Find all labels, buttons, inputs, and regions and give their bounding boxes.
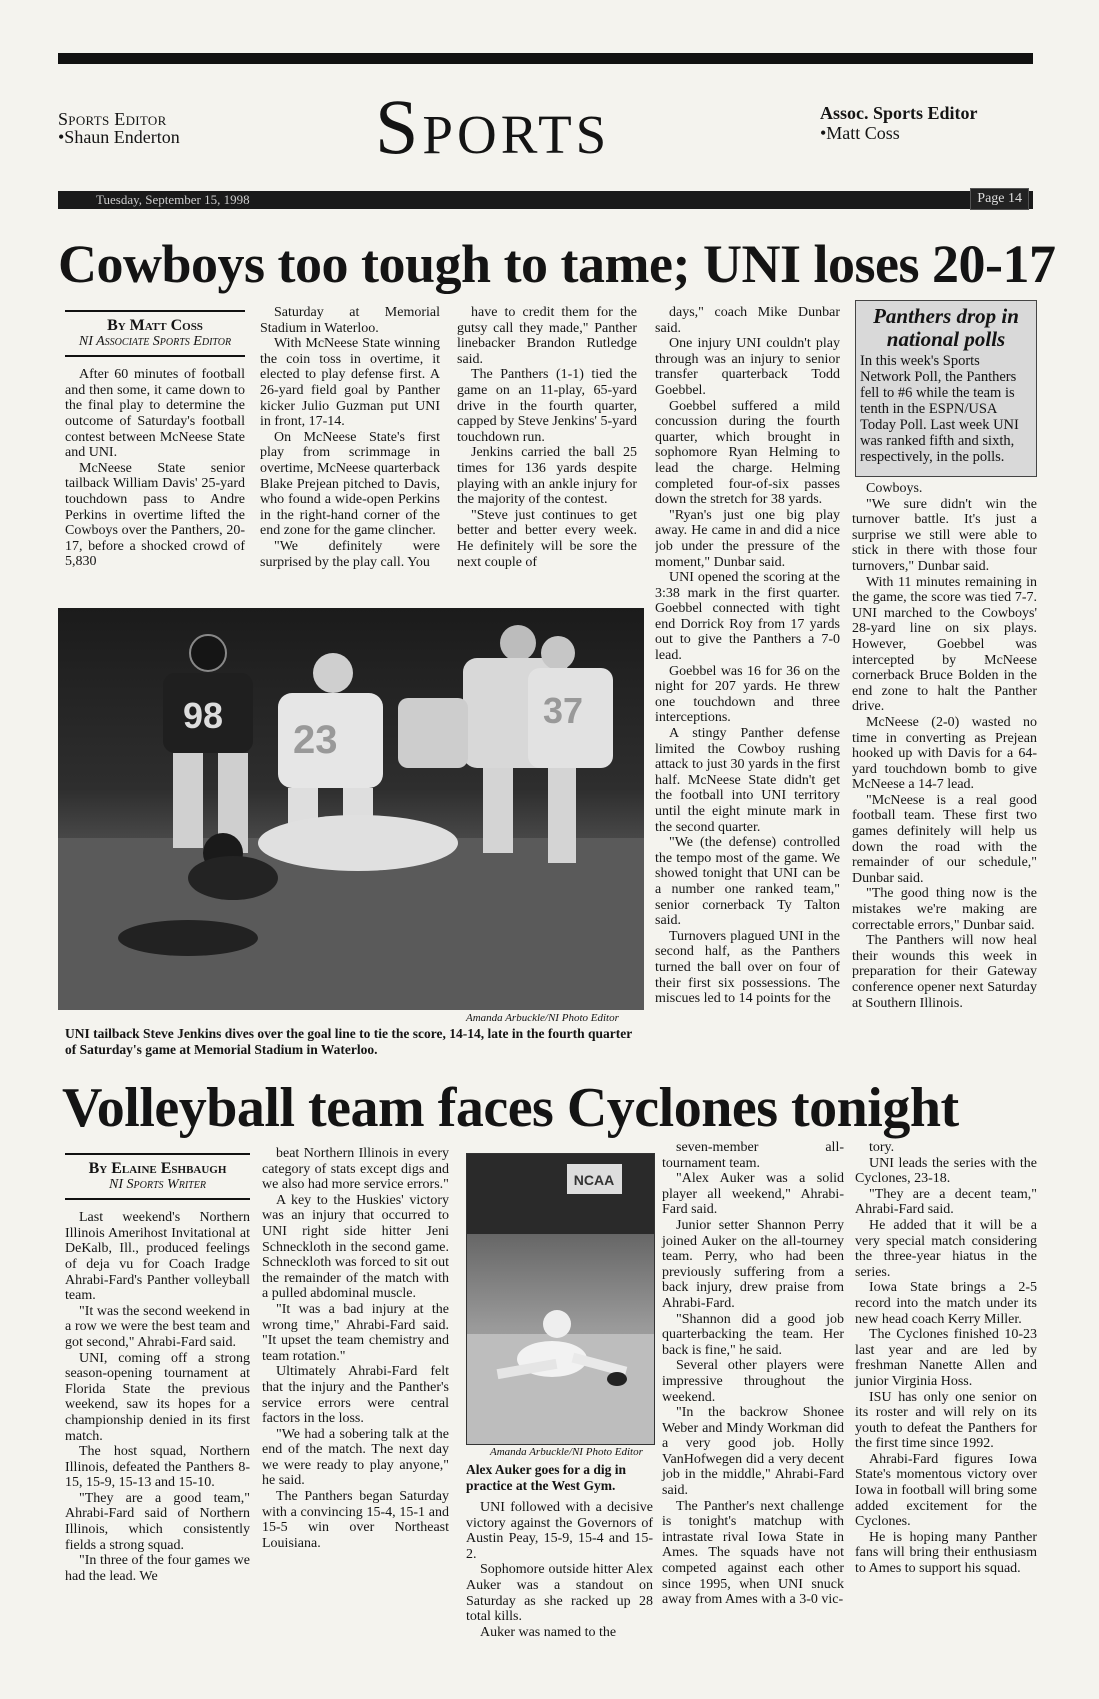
paragraph: The Panthers (1-1) tied the game on an 11-play, 65-yard drive in the fourth quarter, capped by Steve Jenkins' 5-yard touchdown run. — [457, 367, 637, 445]
football-photo-caption: UNI tailback Steve Jenkins dives over the goal line to tie the score, 14-14, late in the fourth quarter of Saturday's game at Memorial Stadium in Waterloo. — [65, 1026, 632, 1057]
volleyball-photo-credit: Amanda Arbuckle/NI Photo Editor — [490, 1446, 643, 1458]
paragraph: The Cyclones finished 10-23 last year and are led by freshman Nanette Allen and junior Virginia Hoss. — [855, 1327, 1037, 1389]
paragraph: A key to the Huskies' victory was an injury that occurred to UNI right side hitter Jeni Schneckloth in the second game. Schneckloth was forced to sit out the remainder of the match with a pulled abdominal muscle. — [262, 1192, 449, 1302]
football-column-3 — [457, 305, 637, 570]
top-rule — [58, 53, 1033, 64]
football-byline: By Matt Coss — [107, 317, 203, 334]
paragraph: "We had a sobering talk at the end of the match. The next day we were ready to play anyone," he said. — [262, 1426, 449, 1489]
paragraph: On McNeese State's first play from scrimmage in overtime, McNeese quarterback Blake Prejean pitched to Davis, who found a wide-open Perkins in the right-hand corner of the end zone for the game clincher. — [260, 429, 440, 539]
assoc-editor-name: •Matt Coss — [820, 123, 900, 143]
paragraph: McNeese (2-0) wasted no time in converting as Prejean hooked up with Davis for a 64-yard touchdown bomb to give McNeese a 14-7 lead. — [852, 714, 1037, 793]
paragraph: With McNeese State winning the coin toss in overtime, it elected to play defense first. A 26-yard field goal by Panther kicker Julio Guzman put UNI in front, 17-14. — [260, 336, 440, 430]
football-column-4 — [655, 305, 840, 1060]
paragraph: Cowboys. — [866, 481, 923, 496]
sports-editor-credit — [58, 110, 180, 146]
paragraph: have to credit them for the gutsy call they made," Panther linebacker Brandon Rutledge said. — [457, 305, 637, 367]
volleyball-column-4 — [662, 1140, 844, 1608]
jersey-number-23: 23 — [293, 718, 338, 762]
football-byline-role: NI Associate Sports Editor — [78, 333, 232, 349]
volleyball-photo-caption: Alex Auker goes for a dig in practice at the West Gym. — [466, 1462, 627, 1493]
volleyball-headline: Volleyball team faces Cyclones tonight — [62, 1077, 959, 1139]
volleyball-dig-illustration — [467, 1154, 654, 1444]
assoc-editor-credit — [820, 103, 978, 143]
paragraph: The host squad, Northern Illinois, defeated the Panthers 8-15, 15-9, 15-13 and 15-10. — [65, 1444, 250, 1491]
paragraph: seven-member all-tournament team. — [662, 1140, 844, 1171]
paragraph: Saturday at Memorial Stadium in Waterloo. — [260, 305, 440, 336]
paragraph: The Panther's next challenge is tonight's matchup with intrastate rival Iowa State in Ames. The squads have not competed against each other since 1995, when UNI snuck away from Ames with a 3-0 vic- — [662, 1498, 844, 1608]
assoc-editor-title: Assoc. Sports Editor — [820, 103, 978, 123]
football-column-5 — [852, 481, 1037, 1061]
paragraph: "In the backrow Shonee Weber and Mindy Workman did a very good job. Holly VanHofwegen did a very decent job in the middle," Ahrabi-Fard said. — [662, 1405, 844, 1499]
paragraph: days," coach Mike Dunbar said. — [655, 305, 840, 336]
paragraph: beat Northern Illinois in every category of stats except digs and we also had more service errors." — [262, 1146, 449, 1193]
paragraph: The Panthers began Saturday with a convincing 15-4, 15-1 and 15-5 win over Northeast Louisiana. — [262, 1489, 449, 1551]
paragraph: Ultimately Ahrabi-Fard felt that the injury and the Panther's service errors were central factors in the loss. — [262, 1364, 449, 1427]
paragraph: Goebbel suffered a mild concussion during the fourth quarter, which brought in sophomore Ryan Helming to lead the charge. Helming completed four-of-six passes down the stretch for 38 yards. — [655, 398, 840, 508]
volleyball-byline-box — [65, 1153, 250, 1200]
paragraph: Auker was named to the — [480, 1624, 617, 1640]
paragraph: After 60 minutes of football and then some, it came down to the final play to determine the outcome of Saturday's football contest between McNeese State and UNI. — [65, 367, 245, 461]
page-number: Page 14 — [970, 188, 1029, 210]
paragraph: Several other players were impressive throughout the weekend. — [662, 1358, 844, 1405]
paragraph: "It was the second weekend in a row we were the best team and got second," Ahrabi-Fard said. — [65, 1303, 250, 1350]
football-column-2 — [260, 305, 440, 570]
football-headline: Cowboys too tough to tame; UNI loses 20-17 — [58, 234, 1056, 294]
paragraph: "Ryan's just one big play away. He came in and did a nice job under the pressure of the moment," Dunbar said. — [655, 507, 840, 570]
paragraph: A stingy Panther defense limited the Cowboy rushing attack to just 30 yards in the first half. McNeese State didn't get the football into UNI territory until the eight minute mark in the second quarter. — [655, 726, 840, 835]
paragraph: The Panthers will now heal their wounds this week in preparation for their Gateway conference opener next Saturday at Southern Illinois. — [852, 933, 1037, 1011]
polls-sidebar — [855, 300, 1037, 477]
sports-editor-name: •Shaun Enderton — [58, 127, 180, 147]
paragraph: With 11 minutes remaining in the game, the score was tied 7-7. UNI marched to the Cowboys' 28-yard line on six plays. However, Goebbel was intercepted by McNeese cornerback Bruce Bolden in the end zone to halt the Panther drive. — [852, 574, 1037, 715]
paragraph: Last weekend's Northern Illinois Amerihost Invitational at DeKalb, Ill., produced feelings of deja vu for Coach Iradge Ahrabi-Fard's Panther volleyball team. — [65, 1210, 250, 1304]
paragraph: Junior setter Shannon Perry joined Auker on the all-tourney team. Perry, who had been previously suffering from a back injury, drew praise from Ahrabi-Fard. — [662, 1217, 844, 1311]
paragraph: UNI followed with a decisive victory against the Governors of Austin Peay, 15-9, 15-4 and 15-2. — [466, 1500, 653, 1562]
paragraph: "They are a decent team," Ahrabi-Fard said. — [855, 1186, 1037, 1218]
paragraph: Turnovers plagued UNI in the second half, as the Panthers turned the ball over on four of their first six possessions. The miscues led to 14 points for the — [655, 928, 840, 1007]
paragraph: "In three of the four games we had the lead. We — [65, 1553, 250, 1584]
issue-date: Tuesday, September 15, 1998 — [96, 192, 250, 207]
paragraph: Jenkins carried the ball 25 times for 136 yards despite playing with an ankle injury for the majority of the contest. — [457, 445, 637, 508]
volleyball-column-5 — [855, 1140, 1037, 1577]
jersey-number-37: 37 — [543, 690, 584, 731]
paragraph: UNI leads the series with the Cyclones, 23-18. — [855, 1155, 1037, 1187]
paragraph: "McNeese is a real good football team. These first two games definitely will help us down the road with the remainder of our schedule," Dunbar said. — [852, 792, 1037, 886]
paragraph: "They are a good team," Ahrabi-Fard said of Northern Illinois, which consistently fields a strong squad. — [65, 1490, 250, 1553]
paragraph: He added that it will be a very special match considering the three-year hiatus in the series. — [855, 1217, 1037, 1280]
paragraph: He is hoping many Panther fans will bring their enthusiasm to Ames to support his squad. — [855, 1529, 1037, 1577]
paragraph: "We sure didn't win the turnover battle. It's just a surprise we still were able to stick in there with those four turnovers," Dunbar said. — [852, 496, 1037, 574]
paragraph: "We (the defense) controlled the tempo most of the game. We showed tonight that UNI can be a number one ranked team," senior cornerback Ty Talton said. — [655, 835, 840, 929]
paragraph: One injury UNI couldn't play through was an injury to senior transfer quarterback Todd Goebbel. — [655, 336, 840, 398]
football-column-1-text — [65, 367, 245, 570]
football-photo-credit: Amanda Arbuckle/NI Photo Editor — [466, 1012, 619, 1024]
volleyball-column-1 — [65, 1153, 250, 1584]
jersey-number-98: 98 — [183, 695, 224, 736]
paragraph: McNeese State senior tailback William Davis' 25-yard touchdown pass to Andre Perkins in overtime lifted the Cowboys over the Panthers, 20-17, before a shocked crowd of 5,830 — [65, 460, 245, 570]
paragraph: "It was a bad injury at the wrong time," Ahrabi-Fard said. "It upset the team chemistry and team rotation." — [262, 1301, 449, 1364]
polls-sidebar-headline: Panthers drop in national polls — [873, 304, 1019, 351]
paragraph: Goebbel was 16 for 36 on the night for 207 yards. He threw one touchdown and three interceptions. — [655, 663, 840, 726]
paragraph: "The good thing now is the mistakes we're making are correctable errors," Dunbar said. — [852, 886, 1037, 933]
paragraph: tory. — [869, 1140, 895, 1155]
paragraph: "Shannon did a good job quarterbacking the team. Her back is fine," he said. — [662, 1311, 844, 1358]
football-column-1 — [65, 310, 245, 570]
paragraph: UNI opened the scoring at the 3:38 mark in the first quarter. Goebbel connected with tight end Dorrick Roy from 17 yards out to give the Panthers a 7-0 lead. — [655, 570, 840, 664]
section-masthead: Sports — [375, 83, 611, 170]
date-bar — [58, 191, 1033, 209]
sports-editor-title: Sports Editor — [58, 109, 167, 129]
paragraph: Iowa State brings a 2-5 record into the match under its new head coach Kerry Miller. — [855, 1280, 1037, 1327]
paragraph: "Steve just continues to get better and better every week. He definitely will be sore the next couple of — [457, 507, 637, 570]
volleyball-column-3 — [466, 1500, 653, 1640]
paragraph: "We definitely were surprised by the play call. You — [260, 538, 440, 570]
football-byline-box — [65, 310, 245, 357]
volleyball-column-1-text — [65, 1210, 250, 1584]
ncaa-banner: NCAA — [573, 1172, 615, 1188]
volleyball-photo — [466, 1153, 655, 1445]
football-action-illustration — [58, 608, 644, 1010]
paragraph: UNI, coming off a strong season-opening tournament at Florida State the previous weekend, saw its hopes for a championship denied in its first match. — [65, 1350, 250, 1444]
football-photo — [58, 608, 644, 1010]
paragraph: ISU has only one senior on its roster and will rely on its youth to defeat the Panthers for the first time since 1992. — [855, 1389, 1037, 1452]
paragraph: "Alex Auker was a solid player all weekend," Ahrabi-Fard said. — [662, 1171, 844, 1218]
paragraph: Sophomore outside hitter Alex Auker was a standout on Saturday as she racked up 28 total kills. — [466, 1562, 653, 1625]
polls-sidebar-body: In this week's Sports Network Poll, the Panthers fell to #6 while the team is tenth in the ESPN/USA Today Poll. Last week UNI was ranked fifth and sixth, respectively, in the polls. — [860, 353, 1019, 465]
paragraph: Ahrabi-Fard figures Iowa State's momentous victory over Iowa in football will bring some added excitement for the Cyclones. — [855, 1451, 1037, 1530]
volleyball-column-2 — [262, 1146, 449, 1551]
volleyball-byline: By Elaine Eshbaugh — [88, 1160, 227, 1177]
volleyball-byline-role: NI Sports Writer — [109, 1176, 206, 1192]
